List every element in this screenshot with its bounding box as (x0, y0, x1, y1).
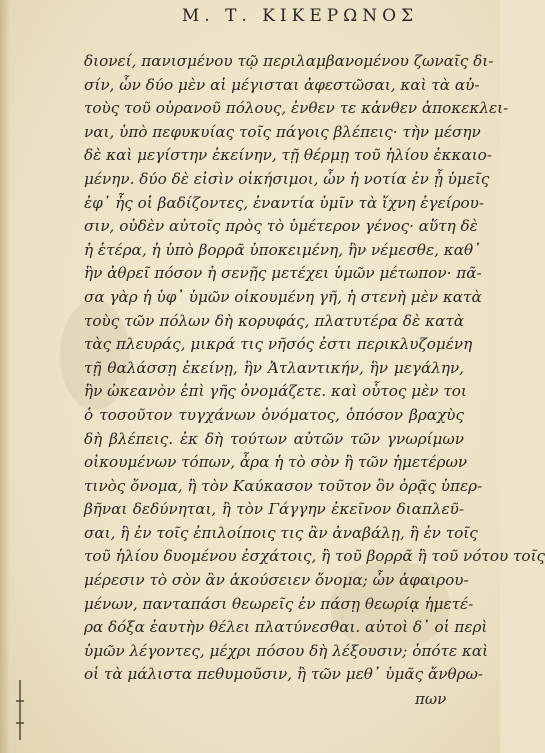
text-line: μέρεσιν τὸ σὸν ἂν ἀκούσειεν ὄνομα; ὧν ἀφαιρου- (84, 571, 469, 590)
text-line: οἰκουμένων τόπων, ἆρα ἡ τὸ σὸν ἢ τῶν ἡμετέρων (84, 453, 468, 472)
text-line: σαι, ἢ ἐν τοῖς ἐπιλοίποις τις ἂν ἀναβάλῃ, ἢ ἐν τοῖς (84, 523, 478, 542)
text-line: ἡ ἑτέρα, ἡ ὑπὸ βορρᾶ ὑποκειμένη, ἣν νέμεσθε, καθ᾽ (84, 240, 481, 259)
body-text (84, 50, 545, 687)
text-line: τὰς πλευράς, μικρά τις νῆσός ἐστι περικλυζομένη (84, 335, 473, 354)
text-line: τοὺς τῶν πόλων δὴ κορυφάς, πλατυτέρα δὲ κατὰ (84, 311, 464, 330)
text-line: μένων, πανταπάσι θεωρεῖς ἐν πάσῃ θεωρίᾳ ἡμετέ- (84, 594, 474, 613)
text-line: μένην. δύο δὲ εἰσὶν οἰκήσιμοι, ὧν ἡ νοτία ἐν ᾗ ὑμεῖς (84, 169, 490, 188)
text-line: τινὸς ὄνομα, ἢ τὸν Καύκασον τοῦτον ὃν ὁρᾷς ὑπερ- (84, 476, 483, 495)
text-line: ἣν ὠκεανὸν ἐπὶ γῆς ὀνομάζετε. καὶ οὗτος μὲν τοι (84, 382, 467, 401)
text-line: οἱ τὰ μάλιστα πεθυμοῦσιν, ἢ τῶν μεθ᾽ ὑμᾶς ἄνθρω- (84, 665, 484, 684)
text-line: δὴ βλέπεις. ἐκ δὴ τούτων αὐτῶν τῶν γνωρίμων (84, 429, 464, 448)
text-line: βῆναι δεδύνηται, ἢ τὸν Γάγγην ἐκεῖνον διαπλεῦ- (84, 500, 464, 519)
page-gutter-shadow (0, 0, 10, 753)
margin-tick (16, 722, 24, 724)
text-line: ρα δόξα ἑαυτὴν θέλει πλατύνεσθαι. αὐτοὶ δ᾽ οἱ περὶ (84, 618, 488, 637)
text-line: ἣν ἀθρεῖ πόσον ἡ σενῇς μετέχει ὑμῶν μέτωπον· πᾶ- (84, 264, 482, 283)
text-line: ἐφ᾽ ἧς οἱ βαδίζοντες, ἐναντία ὑμῖν τὰ ἴχνη ἐγείρου- (84, 193, 485, 212)
text-line: σίν, ὧν δύο μὲν αἱ μέγισται ἀφεστῶσαι, καὶ τὰ αὐ- (84, 75, 480, 94)
margin-rule (19, 680, 21, 740)
text-line: τοὺς τοῦ οὐρανοῦ πόλους, ἐνθεν τε κἀνθεν ἀποκεκλει- (84, 99, 509, 118)
text-line: ναι, ὑπὸ πεφυκυίας τοῖς πάγοις βλέπεις· τὴν μέσην (84, 122, 481, 141)
text-line: δὲ καὶ μεγίστην ἐκείνην, τῇ θέρμῃ τοῦ ἡλίου ἐκκαιο- (84, 146, 492, 165)
text-line: τῇ θαλάσσῃ ἐκείνῃ, ἣν Ἀτλαντικήν, ἣν μεγάλην, (84, 358, 464, 377)
margin-tick (16, 700, 24, 702)
text-line: ὁ τοσοῦτον τυγχάνων ὀνόματος, ὁπόσον βραχὺς (84, 405, 464, 424)
catchword: πων (415, 690, 447, 708)
running-header: Μ. Τ. ΚΙΚΕΡΩΝΟΣ (181, 6, 419, 26)
text-line: τοῦ ἡλίου δυομένου ἐσχάτοις, ἢ τοῦ βορρᾶ ἢ τοῦ νότου τοῖς (84, 547, 545, 566)
text-line: σα γὰρ ἡ ὑφ᾽ ὑμῶν οἰκουμένη γῆ, ἡ στενὴ μὲν κατὰ (84, 287, 482, 306)
text-line: ὑμῶν λέγοντες, μέχρι πόσου δὴ λέξουσιν; ὁπότε καὶ (84, 641, 489, 660)
text-line: διονεί, πανισμένου τῷ περιλαμβανομένου ζωναῖς δι- (84, 52, 494, 70)
text-line: σιν, οὐδὲν αὐτοῖς πρὸς τὸ ὑμέτερον γένος· αὕτη δὲ (84, 217, 478, 236)
